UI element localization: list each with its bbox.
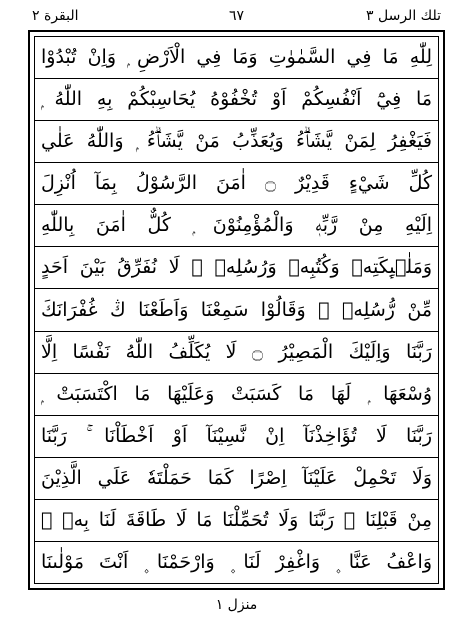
page-footer <box>0 594 473 616</box>
manzil-label: منزل ١ <box>215 597 258 613</box>
text-line <box>35 37 438 79</box>
text-line <box>35 374 438 416</box>
verse-line: كُلِّ شَيْءٍ قَدِيْرٌ ۝ اٰمَنَ الرَّسُوْلُ بِمَآ اُنْزِلَ <box>41 172 432 195</box>
verse-line: وَمَلٰۗىِٕكَتِهٖ وَكُتُبِهٖ وَرُسُلِهٖ ۣ لَا نُفَرِّقُ بَيْنَ اَحَدٍ <box>41 256 432 279</box>
text-line <box>35 79 438 121</box>
verse-line: رَبَّنَا لَا تُؤَاخِذْنَآ اِنْ نَّسِيْنَآ اَوْ اَخْطَاْنَا ۚ رَبَّنَا <box>41 424 432 447</box>
text-area <box>34 36 439 584</box>
text-line <box>35 289 438 331</box>
text-line <box>35 542 438 583</box>
verse-line: وَاعْفُ عَنَّا ۪ وَاغْفِرْ لَنَا ۪ وَارْحَمْنَا ۪ اَنْتَ مَوْلٰىنَا <box>41 550 432 573</box>
text-line <box>35 332 438 374</box>
verse-line: فَيَغْفِرُ لِمَنْ يَّشَاۗءُ وَيُعَذِّبُ مَنْ يَّشَاۗءُ ۭ وَاللّٰهُ عَلٰي <box>41 130 432 153</box>
text-line <box>35 500 438 542</box>
text-line <box>35 247 438 289</box>
text-line <box>35 205 438 247</box>
surah-title: البقرة ٢ <box>32 8 79 24</box>
text-line <box>35 121 438 163</box>
verse-line: مِنْ قَبْلِنَا ۚ رَبَّنَا وَلَا تُحَمِّلْنَا مَا لَا طَاقَةَ لَنَا بِهٖ ۚ <box>41 508 432 531</box>
juz-title: تلك الرسل ٣ <box>366 8 441 24</box>
verse-line: وَلَا تَحْمِلْ عَلَيْنَآ اِصْرًا كَمَا حَمَلْتَهٗ عَلَي الَّذِيْنَ <box>41 466 432 489</box>
verse-line: مَا فِيْٓ اَنْفُسِكُمْ اَوْ تُخْفُوْهُ يُحَاسِبْكُمْ بِهِ اللّٰهُ ۭ <box>41 88 432 111</box>
page-header <box>28 4 445 28</box>
text-line <box>35 416 438 458</box>
text-line <box>35 163 438 205</box>
verse-line: مِّنْ رُّسُلِهٖ ۣ وَقَالُوْا سَمِعْنَا وَاَطَعْنَا ڭ غُفْرَانَكَ <box>41 298 432 321</box>
text-line <box>35 458 438 500</box>
verse-line: وُسْعَهَا ۭ لَهَا مَا كَسَبَتْ وَعَلَيْهَا مَا اكْتَسَبَتْ ۭ <box>41 382 432 405</box>
verse-line: رَبَّنَا وَاِلَيْكَ الْمَصِيْرُ ۝ لَا يُكَلِّفُ اللّٰهُ نَفْسًا اِلَّا <box>41 340 432 363</box>
verse-line: لِلّٰهِ مَا فِي السَّمٰوٰتِ وَمَا فِي الْاَرْضِ ۭ وَاِنْ تُبْدُوْا <box>41 46 432 69</box>
verse-line: اِلَيْهِ مِنْ رَّبِّهٖ وَالْمُؤْمِنُوْنَ ۭ كُلٌّ اٰمَنَ بِاللّٰهِ <box>41 214 432 237</box>
page-frame <box>28 30 445 590</box>
page-number: ٦٧ <box>228 8 245 24</box>
